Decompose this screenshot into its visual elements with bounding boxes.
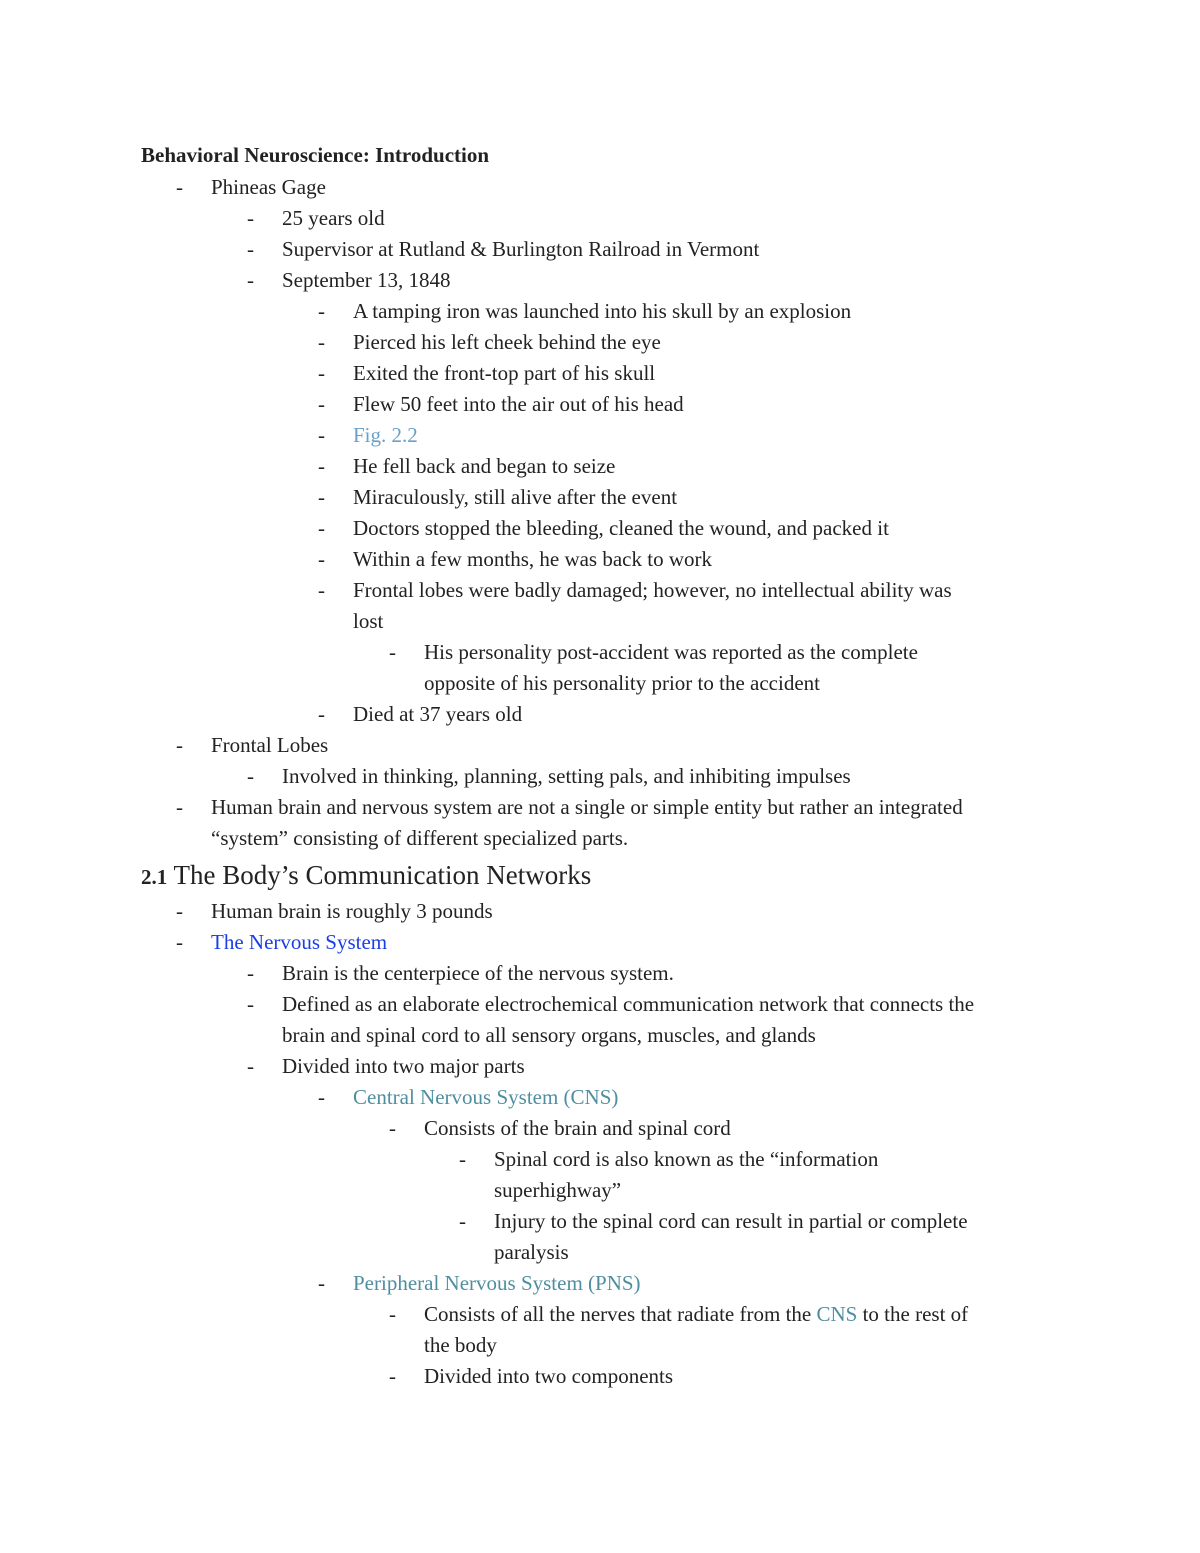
bullet-dash: - [389,1364,396,1388]
bullet-dash: - [176,175,183,199]
outline-item: Miraculously, still alive after the event [353,485,678,509]
bullet-dash: - [318,547,325,571]
outline-item: lost [353,609,384,633]
outline-item: Human brain and nervous system are not a single or simple entity but rather an integrated [211,795,963,819]
outline-item: paralysis [494,1240,569,1264]
outline-item: Involved in thinking, planning, setting pals, and inhibiting impulses [282,764,851,788]
bullet-dash: - [176,733,183,757]
outline-item: Within a few months, he was back to work [353,547,712,571]
bullet-dash: - [176,795,183,819]
outline-item[interactable]: Peripheral Nervous System (PNS) [353,1271,641,1295]
outline-item: the body [424,1333,497,1357]
outline-item: opposite of his personality prior to the accident [424,671,820,695]
bullet-dash: - [247,961,254,985]
bullet-dash: - [176,930,183,954]
bullet-dash: - [318,299,325,323]
outline-item: Consists of the brain and spinal cord [424,1116,731,1140]
bullet-dash: - [318,454,325,478]
section-heading [141,857,591,895]
outline-item[interactable]: Fig. 2.2 [353,423,418,447]
bullet-dash: - [459,1147,466,1171]
outline-item: Exited the front-top part of his skull [353,361,656,385]
outline-item: Injury to the spinal cord can result in partial or complete [494,1209,968,1233]
outline-item [424,1299,968,1330]
outline-item: A tamping iron was launched into his skull by an explosion [353,299,852,323]
outline-text: to the rest of [857,1302,969,1326]
outline-item[interactable]: The Nervous System [211,930,388,954]
outline-item: Died at 37 years old [353,702,523,726]
outline-item: Divided into two major parts [282,1054,525,1078]
outline-item: Frontal Lobes [211,733,329,757]
outline-item: Divided into two components [424,1364,674,1388]
bullet-dash: - [318,485,325,509]
outline-item: He fell back and began to seize [353,454,616,478]
bullet-dash: - [247,268,254,292]
bullet-dash: - [389,1116,396,1140]
bullet-dash: - [318,578,325,602]
bullet-dash: - [459,1209,466,1233]
outline-item: His personality post-accident was reported as the complete [424,640,918,664]
bullet-dash: - [389,640,396,664]
bullet-dash: - [318,702,325,726]
outline-item: Spinal cord is also known as the “information [494,1147,879,1171]
bullet-dash: - [318,392,325,416]
bullet-dash: - [247,237,254,261]
outline-item: 25 years old [282,206,385,230]
outline-item: Defined as an elaborate electrochemical communication network that connects the [282,992,975,1016]
document-title: Behavioral Neuroscience: Introduction [141,143,490,167]
bullet-dash: - [247,992,254,1016]
bullet-dash: - [176,899,183,923]
bullet-dash: - [318,330,325,354]
bullet-dash: - [318,1271,325,1295]
cns-link[interactable]: CNS [816,1302,858,1326]
bullet-dash: - [389,1302,396,1326]
outline-item: Doctors stopped the bleeding, cleaned the wound, and packed it [353,516,889,540]
outline-item: Human brain is roughly 3 pounds [211,899,493,923]
outline-item: Pierced his left cheek behind the eye [353,330,661,354]
outline-item: Frontal lobes were badly damaged; however, no intellectual ability was [353,578,952,602]
outline-item[interactable]: Central Nervous System (CNS) [353,1085,619,1109]
outline-item: September 13, 1848 [282,268,451,292]
outline-item: Brain is the centerpiece of the nervous system. [282,961,674,985]
bullet-dash: - [247,1054,254,1078]
bullet-dash: - [247,206,254,230]
outline-item: superhighway” [494,1178,622,1202]
outline-item: brain and spinal cord to all sensory organs, muscles, and glands [282,1023,816,1047]
outline-item: Supervisor at Rutland & Burlington Railroad in Vermont [282,237,760,261]
section-number: 2.1 [141,865,168,889]
outline-item: Flew 50 feet into the air out of his head [353,392,684,416]
bullet-dash: - [247,764,254,788]
outline-text: Consists of all the nerves that radiate from the [424,1302,817,1326]
section-title: The Body’s Communication Networks [173,860,592,890]
bullet-dash: - [318,361,325,385]
outline-item: Phineas Gage [211,175,326,199]
bullet-dash: - [318,423,325,447]
outline-item: “system” consisting of different specialized parts. [211,826,629,850]
bullet-dash: - [318,1085,325,1109]
bullet-dash: - [318,516,325,540]
